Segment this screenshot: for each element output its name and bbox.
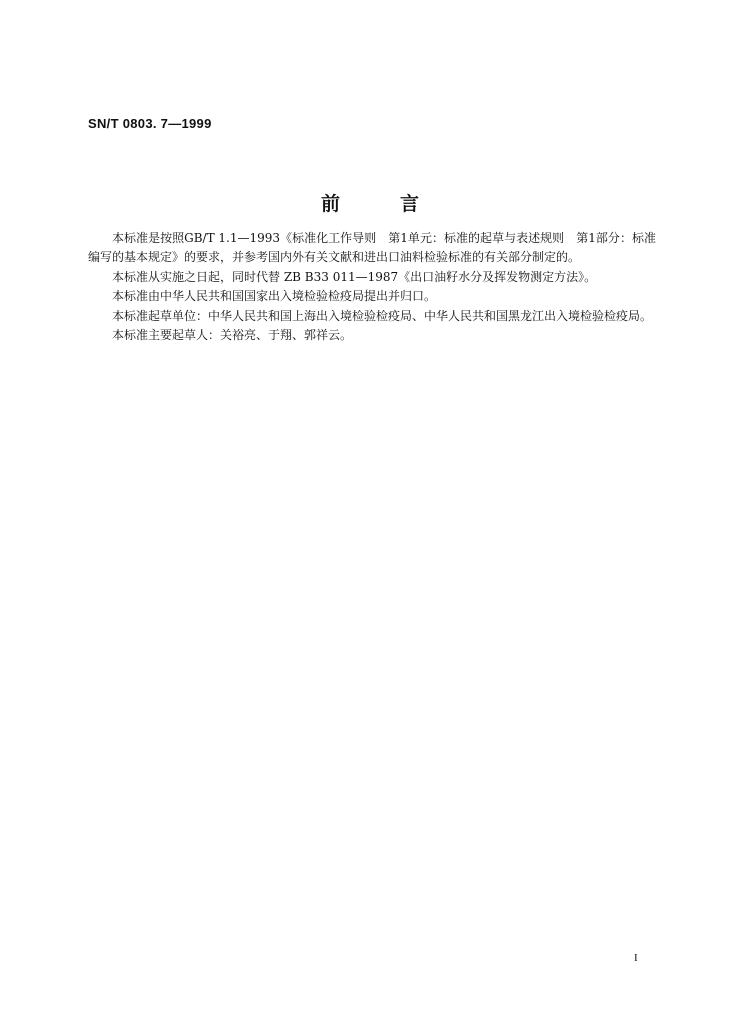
paragraph-basis: 本标准是按照GB/T 1.1—1993《标准化工作导则 第1单元：标准的起草与表述规则 第1部分：标准编写的基本规定》的要求，并参考国内外有关文献和进出口油料检验标准的有关部分制定的。 [88, 231, 656, 265]
page-title: 前言 [320, 193, 479, 215]
paragraph-proposer: 本标准由中华人民共和国国家出入境检验检疫局提出并归口。 [112, 289, 437, 304]
foreword-body [88, 229, 656, 345]
standard-code: SN/T 0803. 7—1999 [88, 116, 212, 131]
paragraph-drafters: 本标准主要起草人：关裕亮、于翔、郭祥云。 [112, 328, 353, 343]
paragraph-drafting-units: 本标准起草单位：中华人民共和国上海出入境检验检疫局、中华人民共和国黑龙江出入境检验检疫局。 [112, 308, 653, 323]
paragraph-replacement: 本标准从实施之日起，同时代替 ZB B33 011—1987《出口油籽水分及挥发物测定方法》。 [112, 269, 597, 284]
page-number: I [634, 952, 638, 964]
